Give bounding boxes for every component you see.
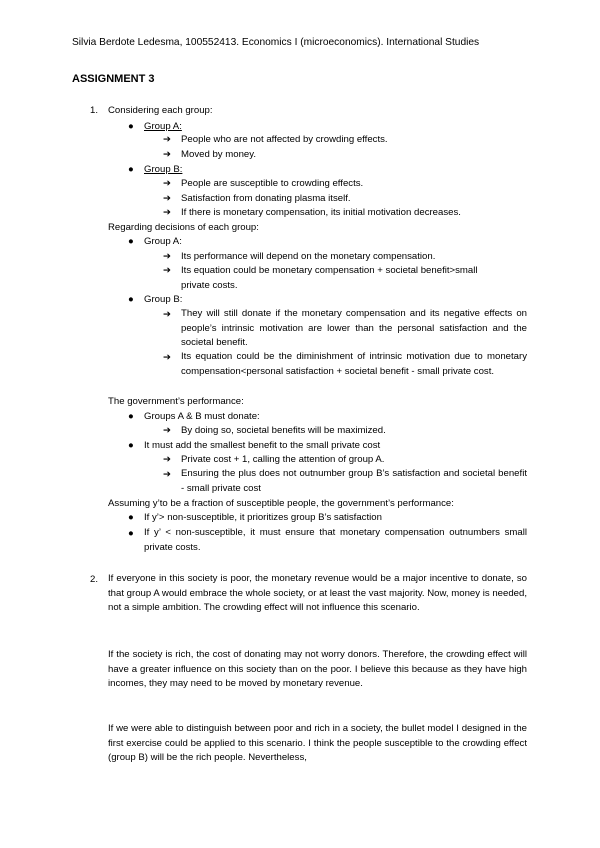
assignment-title: ASSIGNMENT 3	[72, 73, 155, 85]
decision-b-paragraph	[181, 307, 527, 351]
assume-paragraph	[144, 526, 527, 555]
government-paragraph	[181, 467, 527, 496]
line: to donate, so that group A would embrace the whole society, or at least the vast	[108, 573, 527, 599]
arrow-icon: ➔	[163, 425, 172, 436]
line: crowding effect will have a greater influence on this society than on the poor. I	[108, 649, 527, 675]
bullet-icon: ●	[128, 528, 134, 539]
line: If everyone in this society is poor, the monetary revenue would be a major incentive	[108, 573, 468, 584]
government-bullet: It must add the smallest benefit to the small private cost	[144, 440, 381, 451]
decision-b-equation	[181, 350, 527, 379]
line: effects on people’s intrinsic motivation are lower than the personal	[181, 308, 527, 334]
decision-group-a-label: Group A:	[144, 236, 182, 247]
line: If we were able to distinguish between poor and rich in a society, the bullet model I	[108, 723, 459, 734]
page-header: Silvia Berdote Ledesma, 100552413. Economics I (microeconomics). International Studies	[72, 37, 480, 48]
group-b-item: People are susceptible to crowding effects.	[181, 178, 364, 189]
q1-number: 1.	[90, 105, 99, 116]
group-b-label: Group B:	[144, 164, 183, 175]
q2-paragraph-1	[108, 572, 527, 616]
q2-paragraph-3	[108, 722, 527, 766]
arrow-icon: ➔	[163, 454, 172, 465]
line: societal benefit - small private cost	[181, 468, 527, 494]
assume-bullet: If y’> non-susceptible, it prioritizes group B’s satisfaction	[144, 512, 382, 523]
line: monetary revenue.	[282, 678, 363, 689]
line: If the society is rich, the cost of donating may not worry donors. Therefore, the	[108, 649, 444, 660]
government-intro: The government’s performance:	[108, 396, 244, 407]
group-b-item: Satisfaction from donating plasma itself.	[181, 193, 351, 204]
arrow-icon: ➔	[163, 469, 172, 480]
bullet-icon: ●	[128, 164, 134, 175]
group-b-item: If there is monetary compensation, its initial motivation decreases.	[181, 207, 461, 218]
decision-a-equation-line: Its equation could be monetary compensation + societal benefit>small	[181, 265, 478, 276]
bullet-icon: ●	[128, 294, 134, 305]
line: They will still donate if the monetary compensation and its negative	[181, 308, 480, 319]
line: majority. Now, money is needed, not a simple ambition. The crowding effect will not	[108, 587, 528, 613]
line: outnumbers small private costs.	[144, 527, 528, 553]
arrow-icon: ➔	[163, 193, 172, 204]
line: small private cost.	[417, 365, 495, 377]
line: satisfaction and the societal benefit.	[181, 322, 527, 348]
line: If y’ < non-susceptible, it must ensure that monetary compensation	[144, 527, 445, 538]
arrow-icon: ➔	[163, 207, 172, 218]
group-a-label: Group A:	[144, 121, 182, 132]
assume-intro: Assuming y’to be a fraction of susceptible people, the government’s performance:	[108, 498, 454, 509]
line: susceptible to the crowding effect (group B) will be the rich people. Nevertheless,	[108, 737, 528, 763]
q1-intro: Considering each group:	[108, 105, 213, 116]
decision-group-b-label: Group B:	[144, 294, 183, 305]
government-item: Private cost + 1, calling the attention of group A.	[181, 454, 385, 465]
government-bullet: Groups A & B must donate:	[144, 411, 260, 422]
arrow-icon: ➔	[163, 178, 172, 189]
government-item: By doing so, societal benefits will be maximized.	[181, 425, 386, 436]
line: Its equation could be the diminishment of intrinsic motivation due to	[181, 351, 483, 362]
line: monetary compensation<personal satisfaction + societal benefit -	[181, 351, 527, 377]
decision-a-item: Its performance will depend on the monetary compensation.	[181, 251, 436, 262]
bullet-icon: ●	[128, 440, 134, 451]
arrow-icon: ➔	[163, 265, 172, 276]
line: Ensuring the plus does not outnumber group B’s satisfaction and	[181, 468, 460, 479]
arrow-icon: ➔	[163, 309, 172, 320]
decisions-intro: Regarding decisions of each group:	[108, 222, 259, 233]
group-a-item: Moved by money.	[181, 149, 257, 160]
decision-a-equation-line: private costs.	[181, 280, 238, 291]
arrow-icon: ➔	[163, 134, 172, 145]
line: designed in the first exercise could be applied to this scenario. I think the people	[108, 723, 527, 749]
arrow-icon: ➔	[163, 352, 172, 363]
bullet-icon: ●	[128, 121, 134, 132]
bullet-icon: ●	[128, 411, 134, 422]
arrow-icon: ➔	[163, 251, 172, 262]
bullet-icon: ●	[128, 512, 134, 523]
q2-paragraph-2	[108, 648, 527, 692]
arrow-icon: ➔	[163, 149, 172, 160]
q2-number: 2.	[90, 574, 99, 585]
line: influence this scenario.	[322, 602, 420, 613]
line: believe this because as they have high incomes, they may need to be moved by	[108, 663, 527, 689]
group-a-item: People who are not affected by crowding effects.	[181, 134, 388, 145]
bullet-icon: ●	[128, 236, 134, 247]
